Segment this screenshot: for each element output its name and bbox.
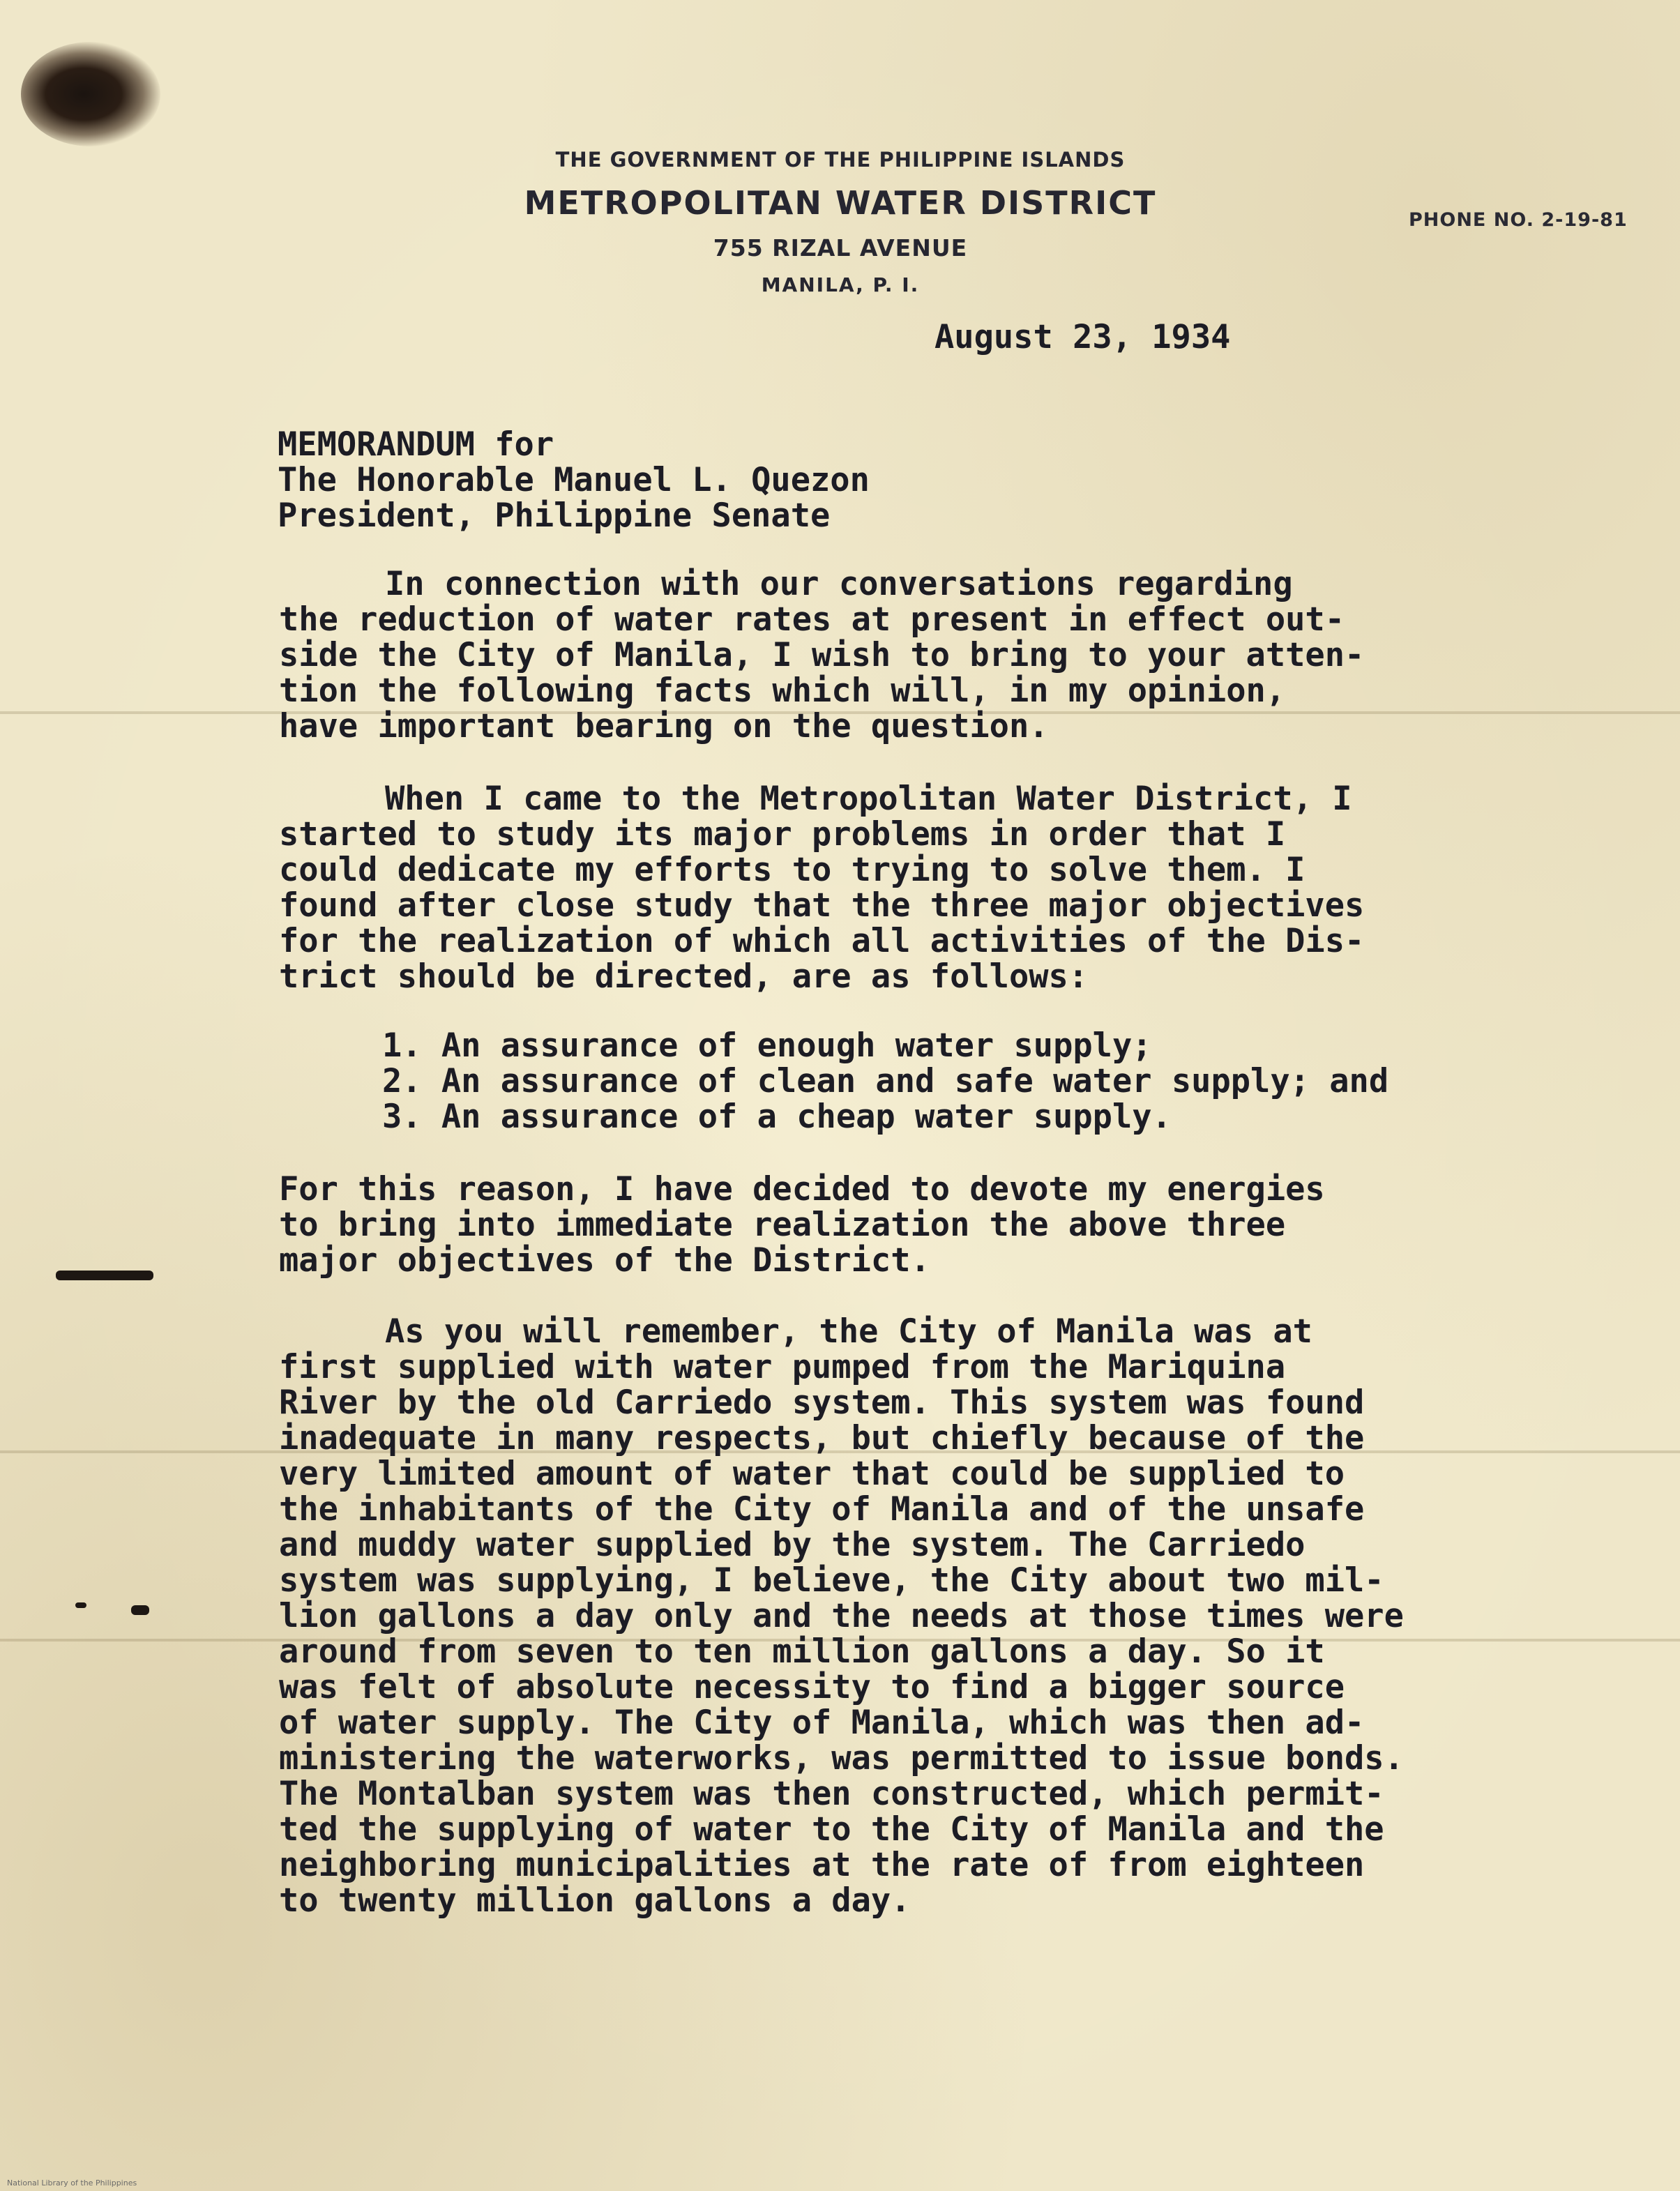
paragraph-line: of water supply. The City of Manila, which was then ad-	[279, 1704, 1365, 1742]
paragraph-line: for the realization of which all activities of the Dis-	[279, 922, 1365, 960]
memo-heading: MEMORANDUM for	[278, 425, 554, 464]
paragraph-line: started to study its major problems in order that I	[279, 815, 1286, 854]
paragraph-line: side the City of Manila, I wish to bring to your atten-	[279, 636, 1365, 674]
letterhead-address: 755 RIZAL AVENUE	[713, 234, 968, 261]
paragraph-line: to bring into immediate realization the above three	[279, 1206, 1286, 1244]
letterhead-government: THE GOVERNMENT OF THE PHILIPPINE ISLANDS	[555, 148, 1126, 172]
letterhead-city: MANILA, P. I.	[761, 273, 920, 296]
paragraph-line: system was supplying, I believe, the City about two mil-	[279, 1561, 1384, 1600]
paragraph-line: first supplied with water pumped from the Mariquina	[279, 1348, 1286, 1386]
archive-footer: National Library of the Philippines	[7, 2178, 137, 2188]
paragraph-line: tion the following facts which will, in my opinion,	[279, 672, 1286, 710]
ink-mark	[56, 1271, 153, 1280]
recipient-name: The Honorable Manuel L. Quezon	[278, 461, 870, 499]
paragraph-line: For this reason, I have decided to devote my energies	[279, 1170, 1325, 1208]
paragraph-line: found after close study that the three major objectives	[279, 886, 1365, 925]
paragraph-3	[279, 1172, 1499, 1278]
paragraph-line: In connection with our conversations regarding	[385, 565, 1293, 603]
paragraph-line: inadequate in many respects, but chiefly because of the	[279, 1419, 1365, 1457]
paragraph-line: ministering the waterworks, was permitted to issue bonds.	[279, 1739, 1404, 1777]
objective-item: 1. An assurance of enough water supply;	[382, 1026, 1152, 1065]
objectives-list	[382, 1028, 1388, 1135]
paragraph-line: major objectives of the District.	[279, 1241, 930, 1280]
paragraph-line: around from seven to ten million gallons a day. So it	[279, 1632, 1325, 1671]
letterhead-organization: METROPOLITAN WATER DISTRICT	[524, 184, 1157, 222]
letter-date: August 23, 1934	[934, 318, 1231, 356]
burn-mark	[21, 42, 160, 146]
paragraph-line: very limited amount of water that could be supplied to	[279, 1455, 1345, 1493]
paragraph-line: The Montalban system was then constructed, which permit-	[279, 1775, 1384, 1813]
objective-item: 3. An assurance of a cheap water supply.	[382, 1098, 1172, 1136]
paragraph-line: the reduction of water rates at present in effect out-	[279, 600, 1345, 639]
paragraph-line: lion gallons a day only and the needs at those times were	[279, 1597, 1404, 1635]
paragraph-line: was felt of absolute necessity to find a bigger source	[279, 1668, 1345, 1706]
objective-item: 2. An assurance of clean and safe water supply; and	[382, 1062, 1389, 1100]
paragraph-line: have important bearing on the question.	[279, 707, 1049, 745]
paragraph-line: the inhabitants of the City of Manila and of the unsafe	[279, 1490, 1365, 1529]
letterhead-phone: PHONE NO. 2-19-81	[1409, 209, 1628, 231]
paragraph-line: to twenty million gallons a day.	[279, 1881, 911, 1920]
paragraph-line: ted the supplying of water to the City of Manila and the	[279, 1810, 1384, 1849]
paragraph-line: River by the old Carriedo system. This system was found	[279, 1383, 1365, 1422]
recipient-block	[278, 427, 870, 533]
paragraph-line: trict should be directed, are as follows:	[279, 957, 1089, 996]
paragraph-1	[279, 566, 1499, 744]
paragraph-4	[279, 1314, 1499, 1918]
paragraph-line: As you will remember, the City of Manila was at	[385, 1312, 1312, 1351]
paragraph-line: When I came to the Metropolitan Water District, I	[385, 780, 1352, 818]
paragraph-line: neighboring municipalities at the rate of from eighteen	[279, 1846, 1365, 1884]
ink-mark	[75, 1602, 86, 1608]
paragraph-line: and muddy water supplied by the system. The Carriedo	[279, 1526, 1306, 1564]
paragraph-line: could dedicate my efforts to trying to solve them. I	[279, 851, 1306, 889]
paragraph-2	[279, 781, 1499, 994]
ink-mark	[131, 1605, 149, 1615]
recipient-title: President, Philippine Senate	[278, 496, 831, 535]
